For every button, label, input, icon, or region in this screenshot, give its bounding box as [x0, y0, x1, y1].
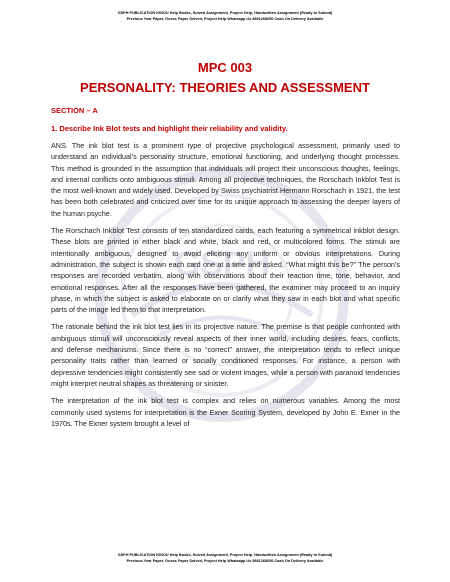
header-line-2: Previous Year Paper, Guess Paper Solved, Project Help Whatsapp Us 9891268050 Cash On Delivery Available	[126, 16, 324, 21]
course-code: MPC 003	[197, 60, 253, 75]
question-heading: 1. Describe Ink Blot tests and highlight their reliability and validity.	[51, 124, 288, 133]
answer-paragraph-1: ANS. The ink blot test is a prominent type of projective psychological assessment, primarily used to understand an individual’s personality structure, emotional functioning, and underlying thought processes. This method is grounded in the assumption that individuals will project their unconscious thoughts, feelings, and internal conflicts onto ambiguous stimuli. Among all projective techniques, the Rorschach Inkblot Test is the most well-known and widely used. Developed by Swiss psychiatrist Hermann Rorschach in 1921, the test has been both celebrated and criticized over time for its unique approach to assessing the deeper layers of the human psyche.	[51, 141, 400, 218]
page-footer	[0, 553, 450, 564]
answer-paragraph-4: The interpretation of the ink blot test is complex and relies on numerous variables. Among the most commonly used systems for interpretation is the Exner Scoring System, developed by John E. Exner in the 1970s. The Exner system brought a level of	[51, 396, 400, 428]
footer-line-1: GSPH PUBLICATION IGNOU Help Books, Solved Assignment, Project Help, Handwritten Assignment (Ready to Submit)	[117, 553, 333, 557]
answer-paragraph-3: The rationale behind the ink blot test lies in its projective nature. The premise is that people confronted with ambiguous stimuli will unconsciously reveal aspects of their inner world, including desires, fears, conflicts, and defense mechanisms. Since there is no “correct” answer, the interpretation tends to reflect unique personality traits rather than learned or socially conditioned responses. For instance, a person with depressive tendencies might consistently see sad or violent images, while a person with paranoid tendencies might interpret neutral shapes as threatening or sinister.	[51, 322, 400, 388]
footer-line-2: Previous Year Paper, Guess Paper Solved, Project Help Whatsapp Us 9891268050 Cash On Delivery Available	[126, 558, 324, 563]
header-line-1: GSPH PUBLICATION IGNOU Help Books, Solved Assignment, Project Help, Handwritten Assignment (Ready to Submit)	[117, 11, 333, 15]
watermark-text: GSPH	[173, 245, 271, 283]
document-title: PERSONALITY: THEORIES AND ASSESSMENT	[80, 80, 370, 95]
answer-paragraph-2: The Rorschach Inkblot Test consists of ten standardized cards, each featuring a symmetrical inkblot design. These blots are printed in either black and white, black and red, or multicolored forms. The stimuli are intentionally ambiguous, designed to avoid eliciting any uniform or obvious interpretations. During administration, the subject is shown each card one at a time and asked, “What might this be?” The person’s responses are recorded verbatim, along with observations about their reaction time, tone, behavior, and emotional responses. After all the responses have been gathered, the examiner may proceed to an inquiry phase, in which the subject is asked to elaborate on or clarify what they saw in each blot and what specific parts of the image led them to that interpretation.	[51, 226, 400, 315]
section-heading: SECTION – A	[51, 106, 98, 115]
answer-body	[51, 140, 400, 435]
page-header	[0, 11, 450, 22]
